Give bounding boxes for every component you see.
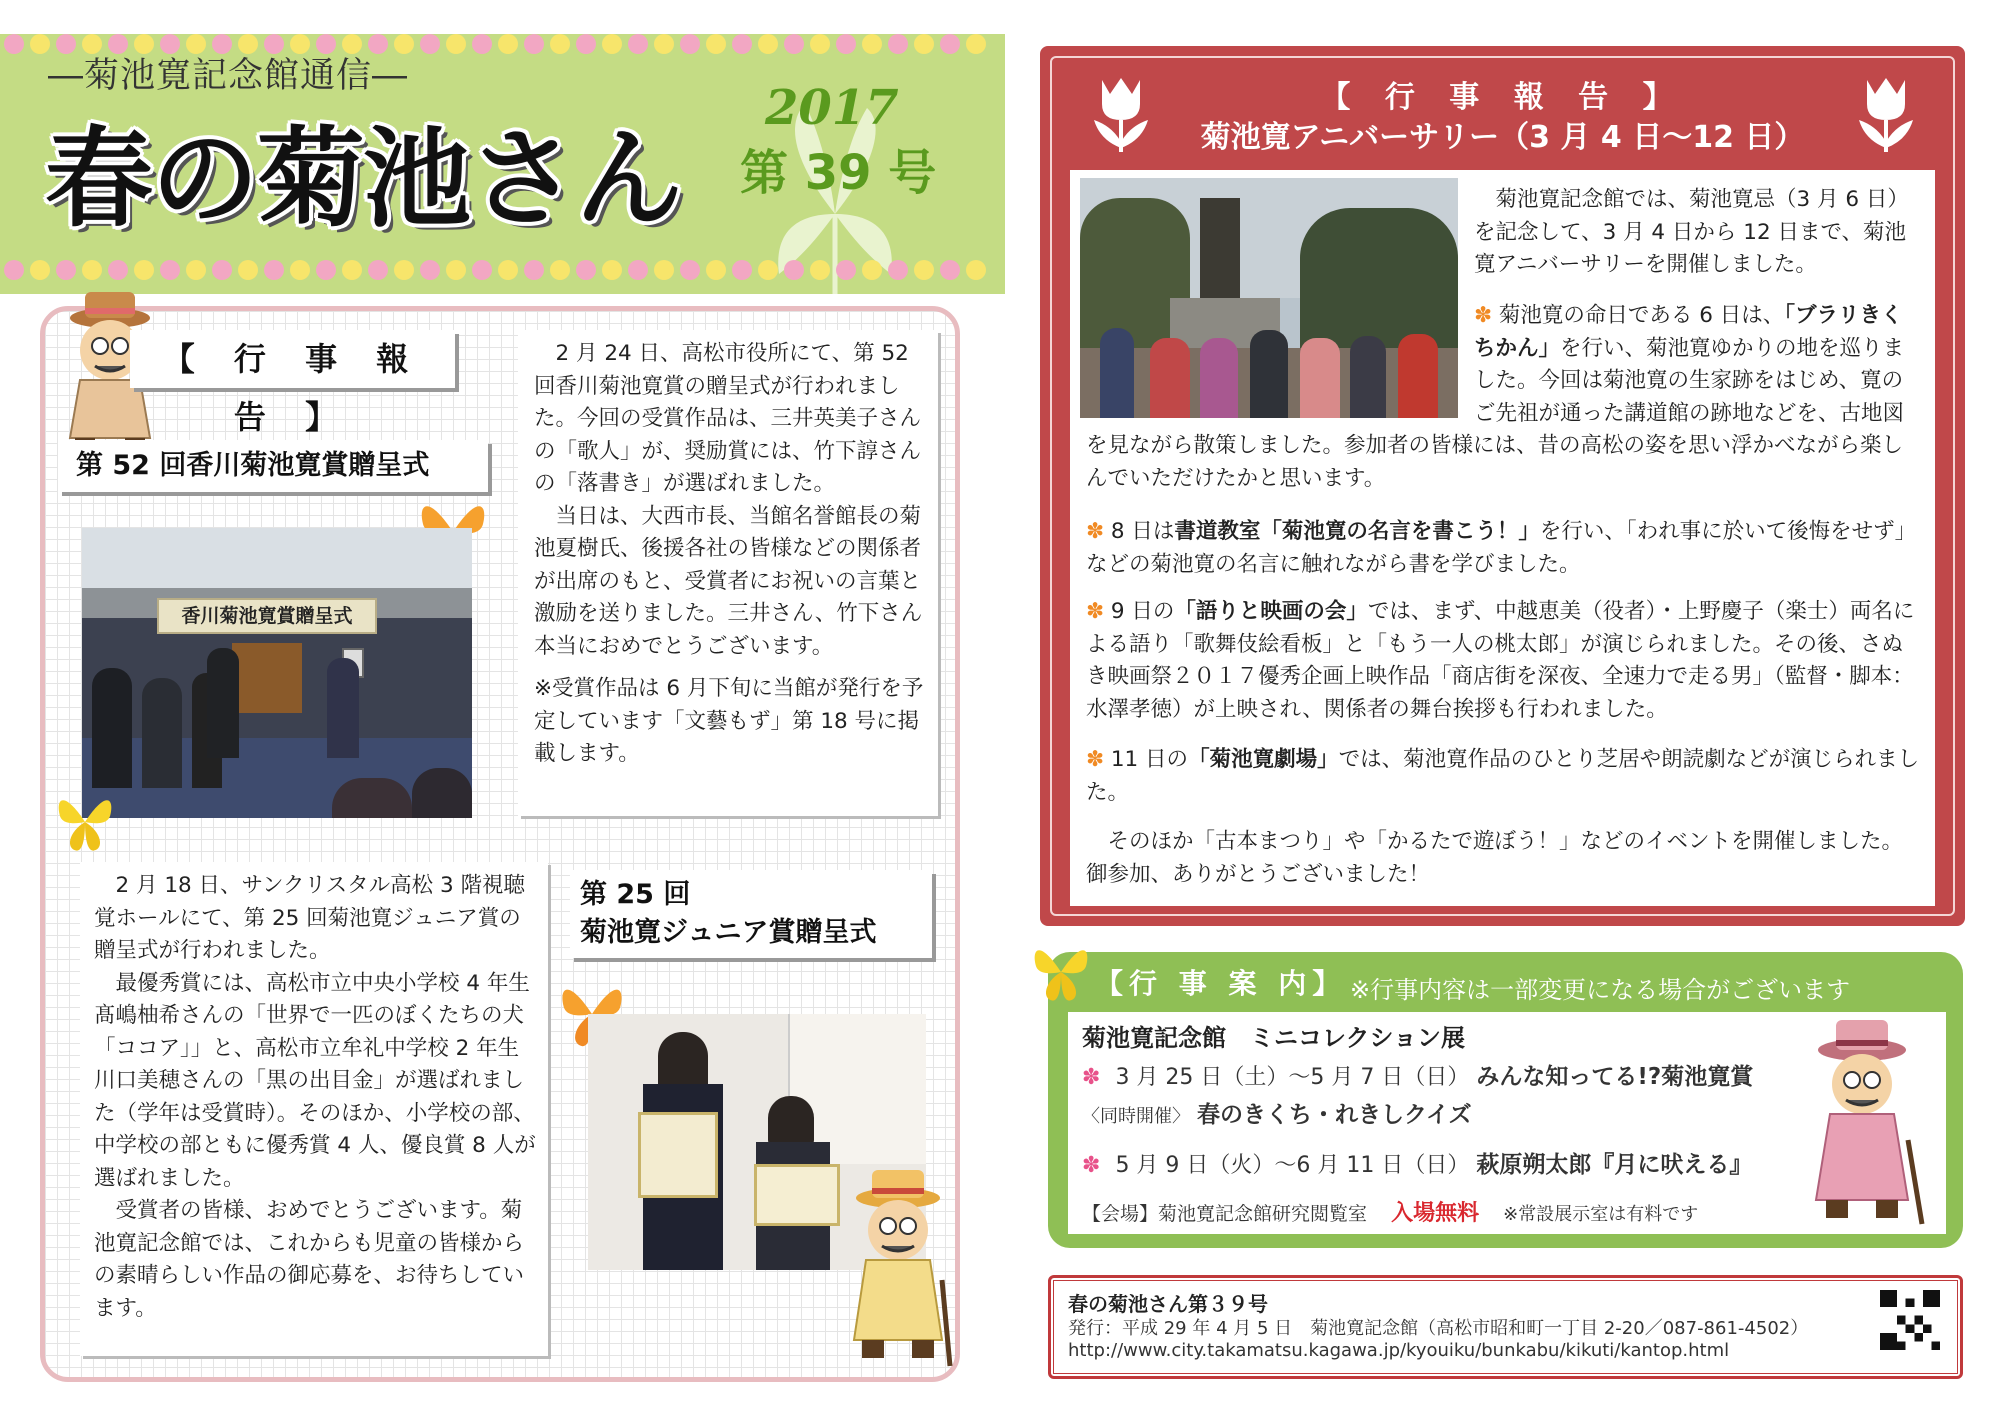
junior25-heading-line2: 菊池寛ジュニア賞贈呈式	[580, 917, 877, 948]
event-2-date: 5 月 9 日（火）～6 月 11 日（日）	[1115, 1153, 1470, 1178]
bullet-flower-icon: ✽	[1474, 303, 1493, 328]
event-1-sub-label: 〈同時開催〉	[1082, 1106, 1190, 1127]
paid-note: ※常設展示室は有料です	[1503, 1204, 1699, 1225]
anniversary-intro: 菊池寛記念館では、菊池寛忌（3 月 6 日）を記念して、3 月 4 日から 12 日まで、菊池寛アニバーサリーを開催しました。	[1474, 187, 1909, 277]
border-dot	[524, 34, 544, 54]
award52-heading: 第 52 回香川菊池寛賞贈呈式	[58, 440, 488, 492]
item1-pre: 菊池寛の命日である 6 日は、	[1498, 303, 1785, 328]
junior25-paragraph-3: 受賞者の皆様、おめでとうございます。菊池寛記念館では、これからも児童の皆様からの素晴らしい作品の御応募を、お待ちしています。	[94, 1198, 525, 1321]
newsletter-subtitle: ―菊池寛記念館通信―	[48, 56, 409, 96]
border-dot	[654, 34, 674, 54]
item4-post: では、菊池寛作品のひとり芝居や朗読劇などが演じられました。	[1086, 747, 1920, 805]
border-dot	[914, 34, 934, 54]
butterfly-yellow-icon-2	[1030, 940, 1092, 1004]
exhibit-title: 菊池寛記念館 ミニコレクション展	[1082, 1024, 1466, 1052]
award52-paragraph-1: 2 月 24 日、高松市役所にて、第 52 回香川菊池寛賞の贈呈式が行われました。今回の受賞作品は、三井英美子さんの「歌人」が、奨励賞には、竹下諄さんの「落書き」が選ばれました。	[534, 341, 922, 496]
border-dot	[732, 260, 752, 280]
border-dot	[758, 260, 778, 280]
item2-bold: 書道教室「菊池寛の名言を書こう！」	[1174, 519, 1540, 544]
issue-number: 第 39 号	[740, 145, 937, 201]
border-dot	[914, 260, 934, 280]
anniversary-title: 菊池寛アニバーサリー（3 月 4 日～12 日）	[1200, 120, 1805, 155]
border-dot	[810, 260, 830, 280]
award52-ceremony-photo	[82, 528, 472, 818]
event-1-sub-name: 春のきくち・れきしクイズ	[1197, 1102, 1472, 1128]
free-admission: 入場無料	[1391, 1201, 1480, 1226]
anniversary-item4-block	[1086, 744, 1922, 809]
item1-post: を行い、菊池寛ゆかりの地を巡りました。今回は菊池寛の生家跡をはじめ、寛のご先祖が通った講道館の跡地などを、古地図を見ながら散策しました。参加者の皆様には、昔の高松の姿を思い浮かべながら楽しんでいただけたかと思います。	[1086, 335, 1905, 491]
junior25-paragraph-1: 2 月 18 日、サンクリスタル高松 3 階視聴覚ホールにて、第 25 回菊池寛ジュニア賞の贈呈式が行われました。	[94, 873, 525, 963]
anniversary-intro-block	[1474, 184, 1922, 282]
award52-note: ※受賞作品は 6 月下旬に当館が発行を予定しています「文藝もず」第 18 号に掲載します。	[534, 676, 924, 766]
footer-title: 春の菊池さん第３９号	[1068, 1292, 1268, 1316]
border-dot	[966, 260, 986, 280]
border-dot	[56, 260, 76, 280]
issue-year: 2017	[765, 80, 899, 136]
border-dot	[784, 260, 804, 280]
border-dot	[394, 260, 414, 280]
border-dot	[576, 34, 596, 54]
item3-post: では、まず、中越恵美（役者）・上野慶子（楽士）両名による語り「歌舞伎絵看板」と「もう一人の桃太郎」が演じられました。その後、さぬき映画祭２０１７優秀企画上映作品「商店街を深夜、全速力で走る男」（監督・脚本：水澤孝徳）が上映され、関係者の舞台挨拶も行われました。	[1086, 599, 1915, 722]
item4-bold: 「菊池寛劇場」	[1188, 747, 1339, 772]
item2-pre: 8 日は	[1110, 519, 1175, 544]
border-dot	[108, 260, 128, 280]
border-dot	[888, 34, 908, 54]
item3-pre: 9 日の	[1110, 599, 1175, 624]
border-dot	[784, 34, 804, 54]
event-1-name: みんな知ってる!?菊池寛賞	[1476, 1064, 1754, 1090]
border-dot	[420, 34, 440, 54]
junior25-heading	[570, 870, 932, 958]
event-venue-row	[1082, 1196, 1698, 1227]
event-1-date: 3 月 25 日（土）～5 月 7 日（日）	[1115, 1065, 1470, 1090]
event-1-sub	[1082, 1096, 1472, 1129]
border-dot	[810, 34, 830, 54]
border-dot	[940, 260, 960, 280]
border-dot	[30, 260, 50, 280]
item2-post: を行い、「われ事に於いて後悔をせず」などの菊池寛の名言に触れながら書を学びました。	[1086, 519, 1917, 577]
item4-pre: 11 日の	[1110, 747, 1189, 772]
border-dot	[472, 260, 492, 280]
junior25-paragraph-2: 最優秀賞には、高松市立中央小学校 4 年生髙嶋柚希さんの「世界で一匹のぼくたちの犬「ココア」」と、高松市立牟礼中学校 2 年生川口美穂さんの「黒の出目金」が選ばれました（学年は受賞時）。そのほか、小学校の部、中学校の部ともに優秀賞 4 人、優良賞 8 人が選ばれました。	[94, 970, 536, 1191]
anniversary-closing: そのほか「古本まつり」や「かるたで遊ぼう！」などのイベントを開催しました。御参加、ありがとうございました！	[1086, 829, 1904, 887]
bullet-flower-icon: ✽	[1086, 747, 1105, 772]
border-dot	[212, 260, 232, 280]
border-dot	[940, 34, 960, 54]
border-dot	[316, 260, 336, 280]
border-dot	[654, 260, 674, 280]
border-dot	[628, 260, 648, 280]
border-dot	[446, 260, 466, 280]
butterfly-yellow-icon	[54, 790, 116, 854]
border-dot	[498, 260, 518, 280]
qr-code-icon	[1880, 1290, 1940, 1350]
bullet-flower-icon: ✽	[1082, 1153, 1101, 1178]
section-label-event-report: 【 行 事 報 告 】	[130, 330, 455, 388]
bullet-flower-icon: ✽	[1086, 599, 1105, 624]
bullet-flower-icon: ✽	[1082, 1065, 1101, 1090]
anniversary-item3-block	[1086, 596, 1922, 726]
kikuchi-walking-mascot-icon	[838, 1170, 958, 1370]
footer-url[interactable]: http://www.city.takamatsu.kagawa.jp/kyouiku/bunkabu/kikuti/kantop.html	[1068, 1340, 1730, 1361]
footer-publisher: 発行：平成 29 年 4 月 5 日 菊池寛記念館（高松市昭和町一丁目 2-20／087-861-4502）	[1068, 1318, 1809, 1339]
border-dot	[706, 34, 726, 54]
border-dot	[186, 260, 206, 280]
border-dot	[602, 34, 622, 54]
border-dot	[550, 260, 570, 280]
event-venue: 【会場】菊池寛記念館研究閲覧室	[1082, 1203, 1368, 1225]
event-guide-title: 【行 事 案 内】	[1095, 967, 1347, 1000]
border-dot	[602, 260, 622, 280]
border-dot	[134, 260, 154, 280]
event-2-name: 萩原朔太郎『月に吠える』	[1476, 1152, 1753, 1178]
border-dot	[420, 260, 440, 280]
anniversary-closing-block	[1086, 826, 1922, 891]
bullet-flower-icon: ✽	[1086, 519, 1105, 544]
border-dot	[342, 260, 362, 280]
kikuchi-pink-mascot-icon	[1800, 1020, 1930, 1230]
border-dot	[160, 260, 180, 280]
anniversary-item2-block	[1086, 516, 1922, 581]
border-dot	[628, 34, 648, 54]
border-dot	[862, 260, 882, 280]
border-dot	[966, 34, 986, 54]
award52-article	[518, 330, 938, 816]
border-dot	[836, 260, 856, 280]
award52-paragraph-2: 当日は、大西市長、当館名誉館長の菊池夏樹氏、後援各社の皆様などの関係者が出席のもと、受賞者にお祝いの言葉と激励を送りました。三井さん、竹下さん本当におめでとうございます。	[534, 503, 923, 659]
border-dot	[30, 34, 50, 54]
border-dot	[680, 34, 700, 54]
border-dot	[82, 260, 102, 280]
border-dot	[368, 260, 388, 280]
border-dot	[4, 34, 24, 54]
border-dot	[888, 260, 908, 280]
border-dot	[680, 260, 700, 280]
event-2	[1082, 1146, 1752, 1179]
junior25-heading-line1: 第 25 回	[580, 879, 691, 910]
border-dot	[472, 34, 492, 54]
border-dot	[706, 260, 726, 280]
border-dot	[524, 260, 544, 280]
award-sign: 香川菊池寛賞贈呈式	[157, 598, 377, 634]
border-dot	[264, 260, 284, 280]
border-dot	[4, 260, 24, 280]
item1-bold: 「ブラリきくちかん」	[1474, 303, 1903, 361]
border-dot	[550, 34, 570, 54]
border-dot	[290, 260, 310, 280]
item3-bold: 「語りと映画の会」	[1174, 599, 1368, 624]
anniversary-item1-block	[1086, 300, 1922, 495]
newsletter-title: 春の菊池さん	[45, 117, 682, 242]
border-dot	[836, 34, 856, 54]
border-dot	[498, 34, 518, 54]
junior25-article	[80, 862, 548, 1356]
border-dot	[732, 34, 752, 54]
border-dot	[446, 34, 466, 54]
border-dot	[758, 34, 778, 54]
event-1	[1082, 1058, 1753, 1091]
event-guide-note: ※行事内容は一部変更になる場合がございます	[1350, 976, 1851, 1004]
anniversary-section-label: 【 行 事 報 告 】	[1320, 80, 1685, 115]
border-dot	[862, 34, 882, 54]
border-dot	[576, 260, 596, 280]
dot-border-bottom	[0, 260, 1005, 282]
border-dot	[238, 260, 258, 280]
